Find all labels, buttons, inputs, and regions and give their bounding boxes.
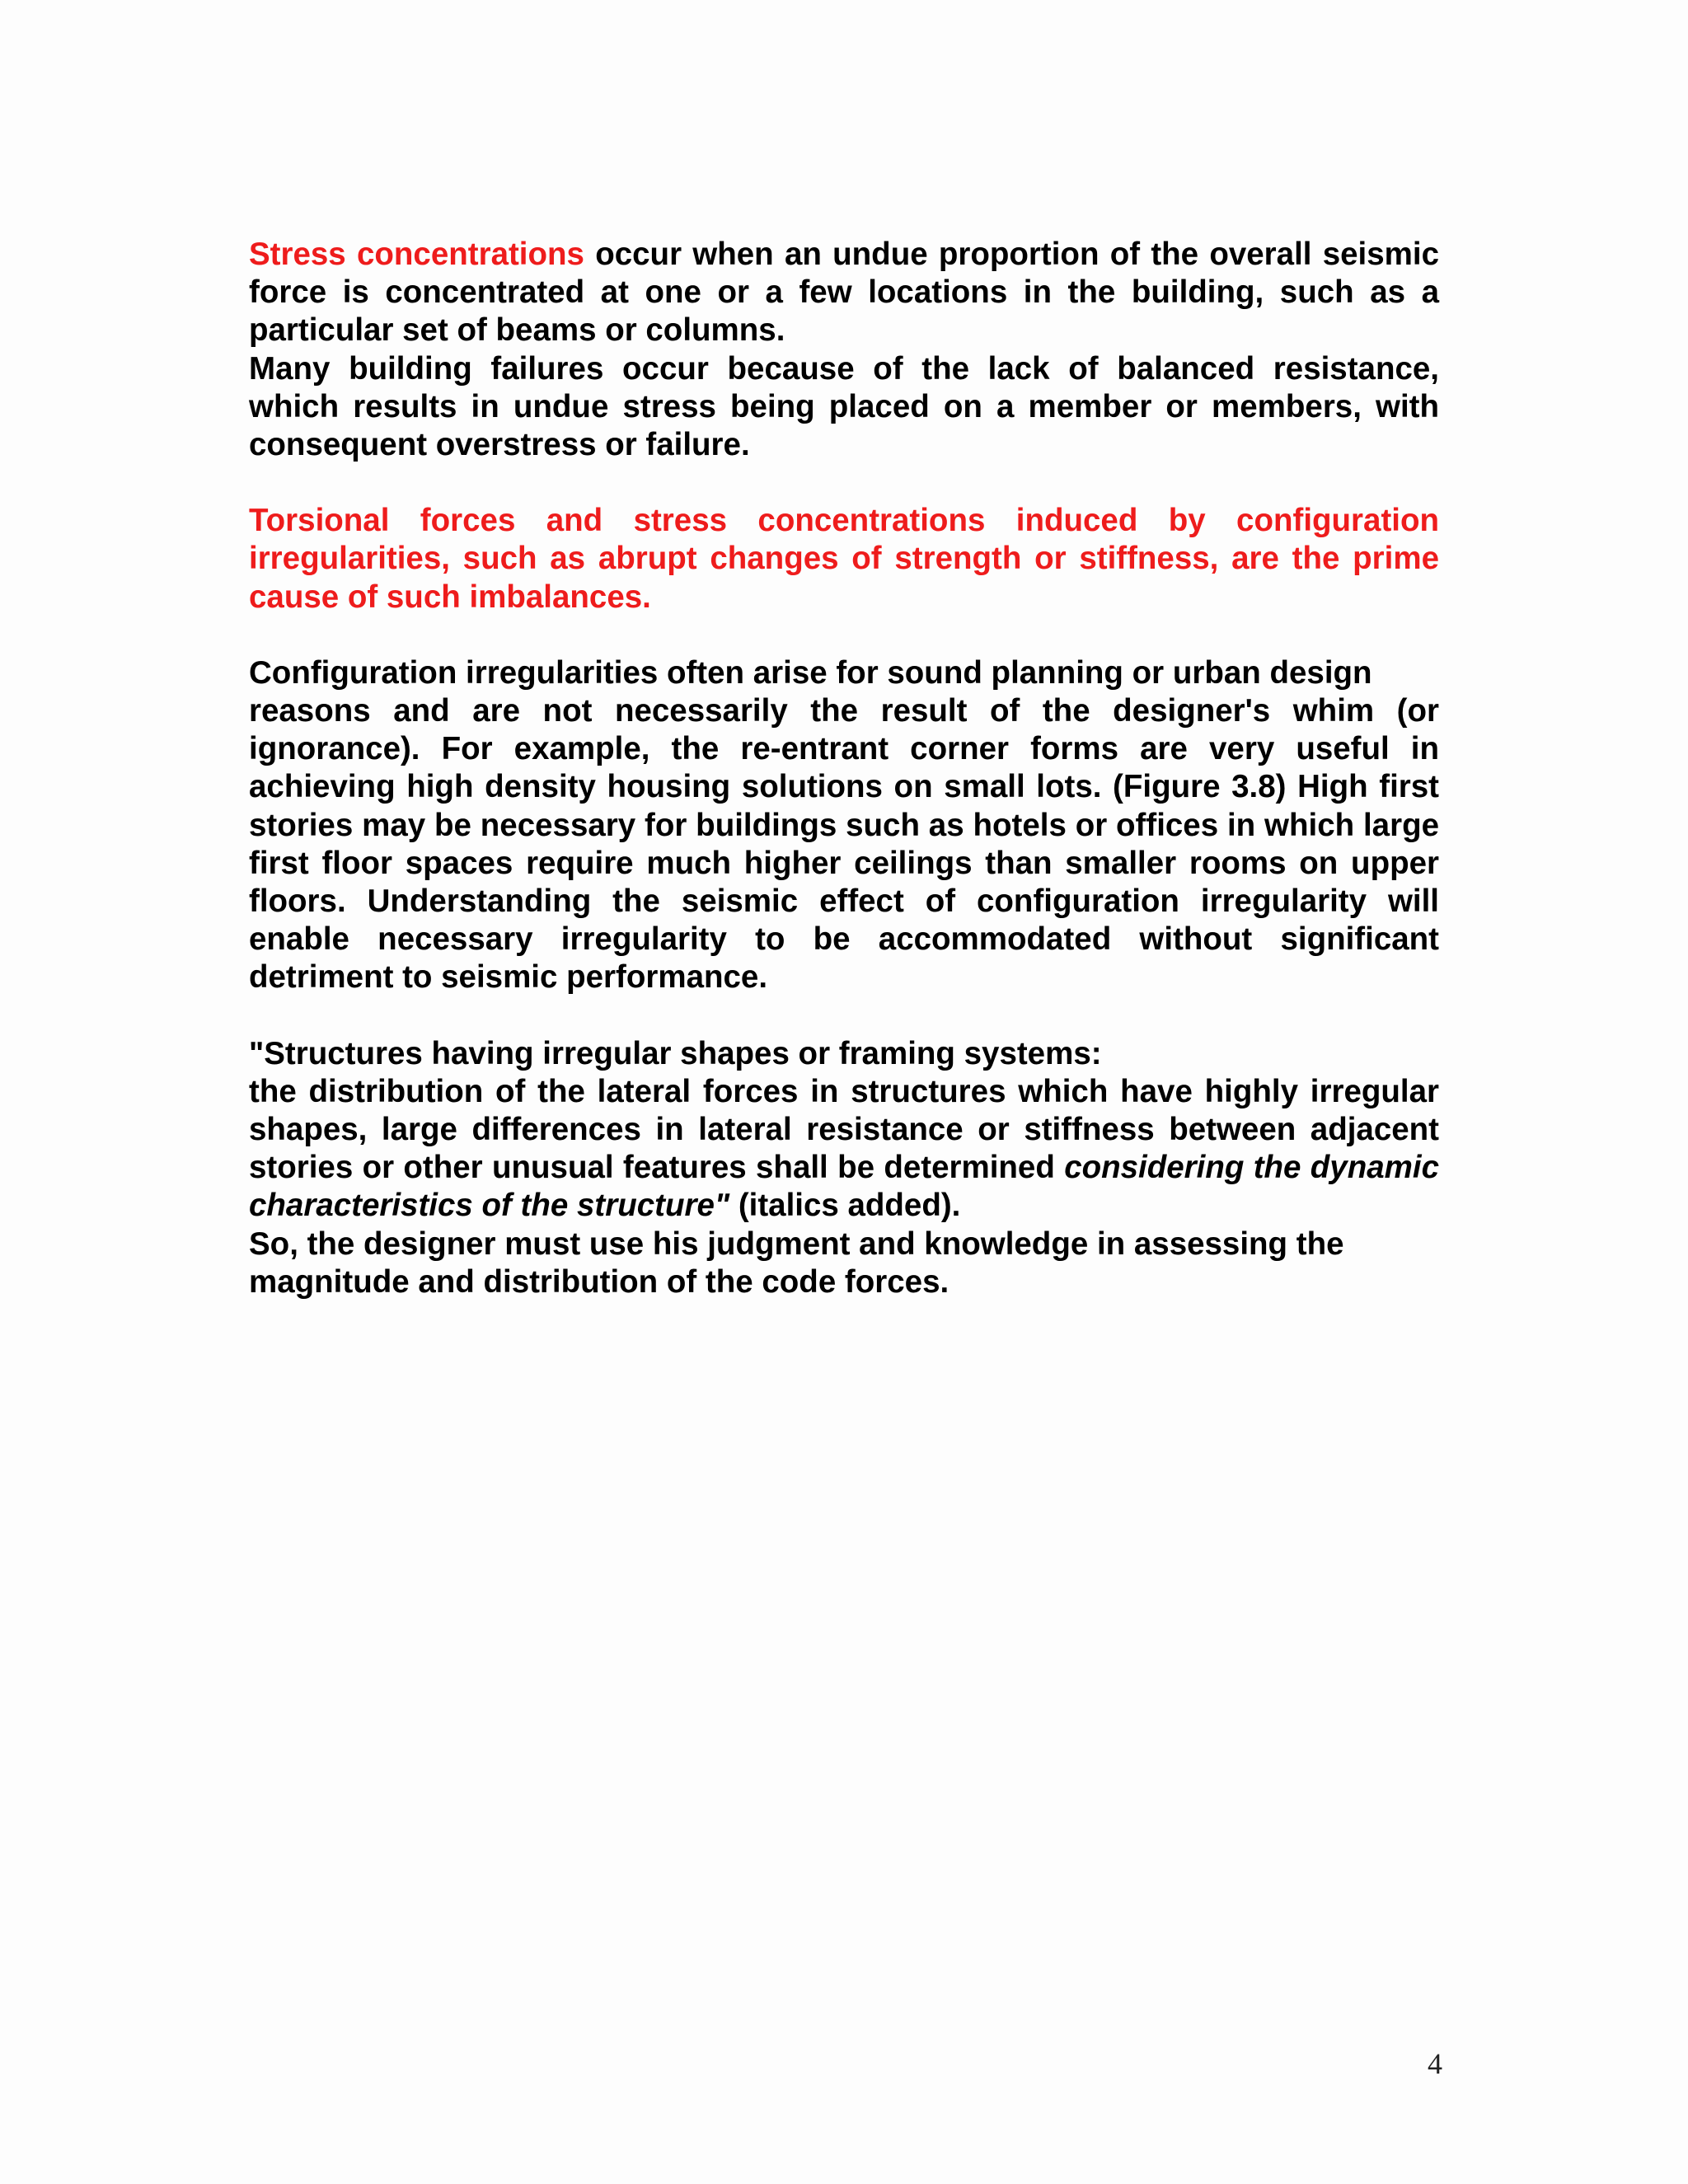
paragraph-stress-concentrations bbox=[249, 236, 1439, 350]
page-number: 4 bbox=[1428, 2047, 1442, 2080]
conclusion-line-1: So, the designer must use his judgment and knowledge in assessing the bbox=[249, 1226, 1344, 1262]
quote-tail-text: (italics added). bbox=[729, 1188, 961, 1224]
paragraph-configuration-irregularities: reasons and are not necessarily the result of the designer's whim (or ignorance). For example, the re-entrant corner forms are very useful in achieving high density housing solutions on small lots. (Figure 3.8) High first stories may be necessary for buildings such as hotels or offices in which large first floor spaces require much higher ceilings than smaller rooms on upper floors. Understanding the seismic effect of configuration irregularity will enable necessary irregularity to be accommodated without significant detriment to seismic performance. bbox=[249, 693, 1439, 996]
quote-body bbox=[249, 1073, 1439, 1226]
stress-concentrations-definition: occur when an undue proportion of the overall seismic force is concentrated at one or a few locations in the building, such as a particular set of beams or columns. bbox=[249, 237, 1439, 349]
quote-heading: "Structures having irregular shapes or framing systems: bbox=[249, 1035, 1102, 1071]
paragraph-torsional-forces: Torsional forces and stress concentrations induced by configuration irregularities, such as abrupt changes of strength or stiffness, are the prime cause of such imbalances. bbox=[249, 503, 1439, 615]
quote-body-text: the distribution of the lateral forces in structures which have highly irregular shapes, large differences in lateral resistance or stiffness between adjacent stories or other unusual features shall be determined bbox=[249, 1073, 1439, 1186]
conclusion-line-2: magnitude and distribution of the code forces. bbox=[249, 1263, 950, 1300]
quote-italic-text: considering the dynamic characteristics of the structure" bbox=[249, 1150, 1439, 1224]
paragraph-spacer bbox=[249, 616, 1439, 654]
paragraph-configuration-first-line: Configuration irregularities often arise for sound planning or urban design bbox=[249, 654, 1372, 691]
paragraph-building-failures: Many building failures occur because of the lack of balanced resistance, which results in undue stress being placed on a member or members, with consequent overstress or failure. bbox=[249, 350, 1439, 463]
term-stress-concentrations: Stress concentrations bbox=[249, 237, 584, 272]
body-text bbox=[249, 236, 1439, 1301]
paragraph-spacer bbox=[249, 997, 1439, 1035]
paragraph-spacer bbox=[249, 464, 1439, 502]
